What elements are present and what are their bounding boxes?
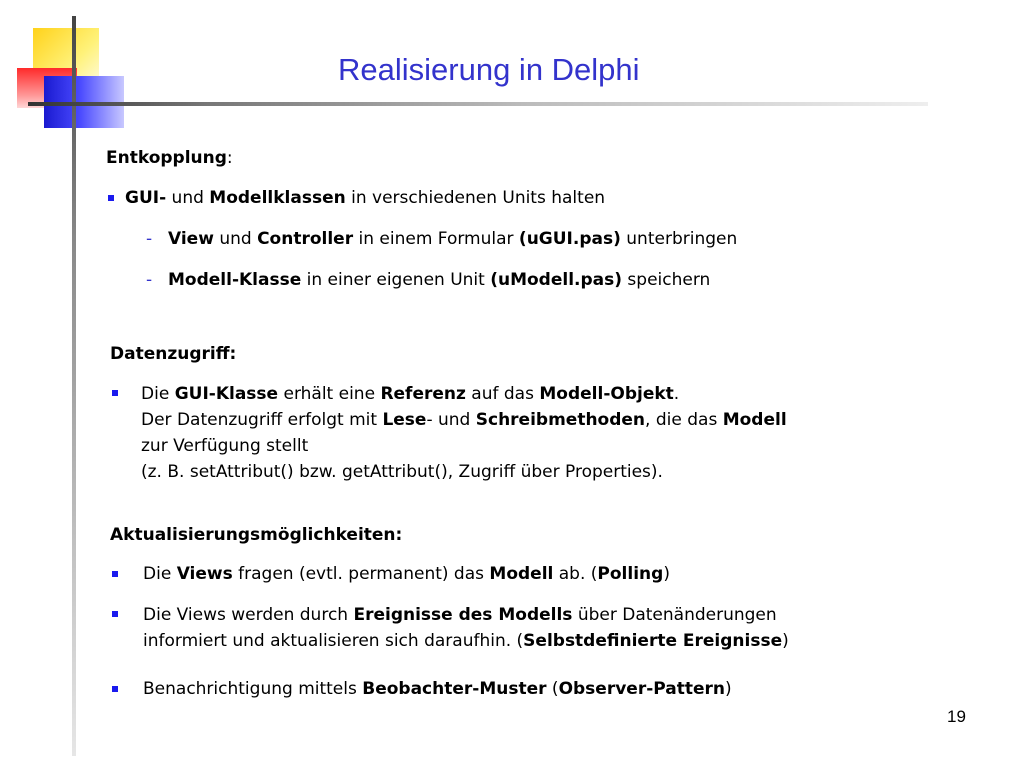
dash-marker: -	[146, 270, 153, 290]
datenzugriff-line-1: Die GUI-Klasse erhält eine Referenz auf das Modell-Objekt.	[141, 384, 680, 404]
bullet-square-icon	[112, 390, 118, 396]
aktualisierung-bullet-2-line-1: Die Views werden durch Ereignisse des Modells über Datenänderungen	[143, 605, 777, 625]
vertical-divider-line	[72, 16, 76, 756]
bullet-square-icon	[112, 686, 118, 692]
bullet-square-icon	[112, 571, 118, 577]
aktualisierung-heading: Aktualisierungsmöglichkeiten:	[110, 525, 403, 545]
bullet-square-icon	[112, 611, 118, 617]
datenzugriff-line-3: zur Verfügung stellt	[141, 436, 309, 456]
dash-marker: -	[146, 229, 153, 249]
datenzugriff-line-2: Der Datenzugriff erfolgt mit Lese- und Schreibmethoden, die das Modell	[141, 410, 787, 430]
page-number: 19	[947, 707, 966, 726]
aktualisierung-bullet-2-line-2: informiert und aktualisieren sich daraufhin. (Selbstdefinierte Ereignisse)	[143, 631, 789, 651]
datenzugriff-line-4: (z. B. setAttribut() bzw. getAttribut(), Zugriff über Properties).	[141, 462, 663, 482]
entkopplung-sub-2: Modell-Klasse in einer eigenen Unit (uModell.pas) speichern	[168, 270, 711, 290]
aktualisierung-bullet-3: Benachrichtigung mittels Beobachter-Muster (Observer-Pattern)	[143, 679, 732, 699]
entkopplung-sub-1: View und Controller in einem Formular (uGUI.pas) unterbringen	[168, 229, 738, 249]
horizontal-divider-line	[28, 102, 928, 106]
aktualisierung-bullet-1: Die Views fragen (evtl. permanent) das Modell ab. (Polling)	[143, 564, 670, 584]
datenzugriff-heading: Datenzugriff:	[110, 344, 237, 364]
entkopplung-heading: Entkopplung:	[106, 148, 233, 168]
slide-title: Realisierung in Delphi	[338, 52, 640, 87]
entkopplung-bullet-1: GUI- und Modellklassen in verschiedenen Units halten	[125, 188, 606, 208]
bullet-square-icon	[108, 195, 114, 201]
